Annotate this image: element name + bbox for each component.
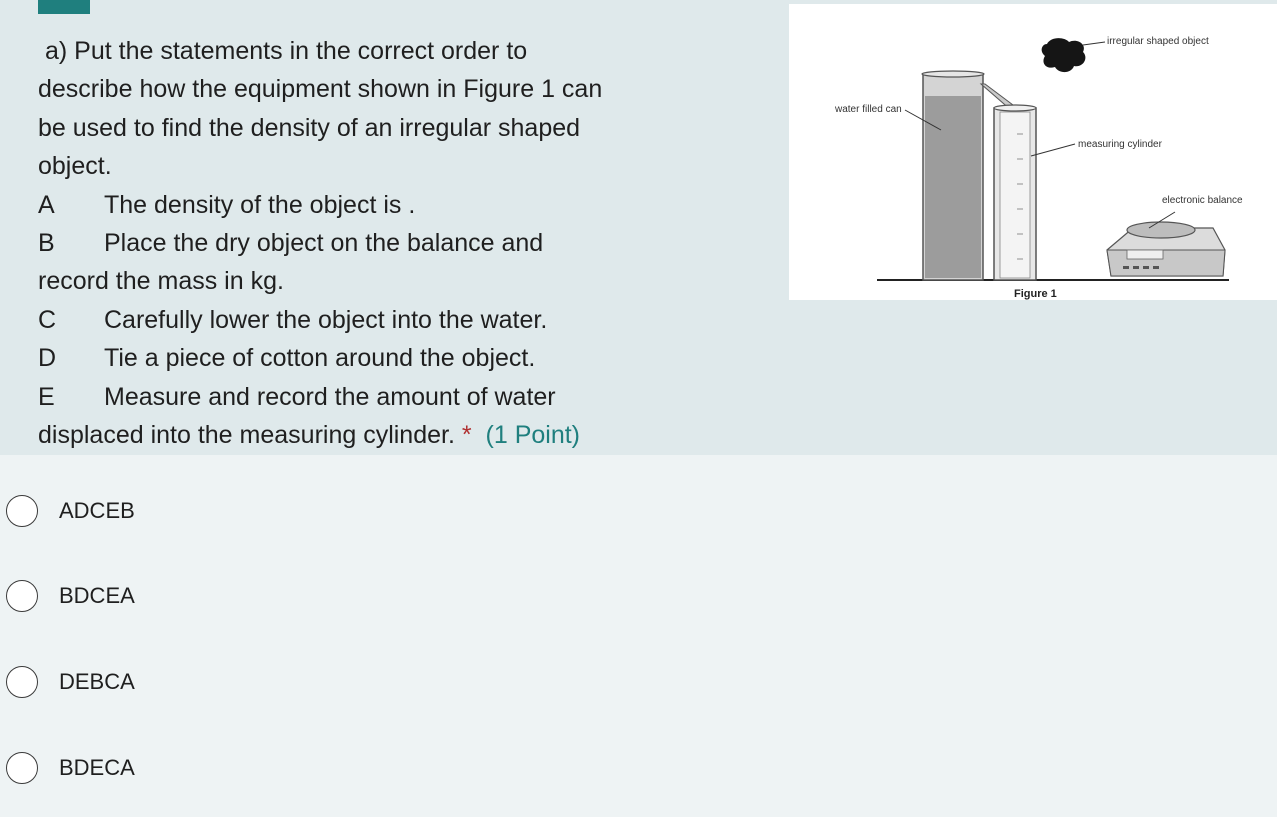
irregular-object-leader	[1083, 42, 1105, 45]
statement-letter: D	[38, 344, 57, 373]
question-line: a) Put the statements in the correct order to	[45, 37, 528, 65]
question-last-line	[38, 416, 738, 454]
statement-c	[38, 301, 738, 339]
statement-b	[38, 224, 738, 262]
balance-base	[1107, 250, 1225, 276]
water-can-label: water filled can	[835, 104, 902, 115]
option-label: ADCEB	[59, 498, 135, 523]
radio-button[interactable]	[6, 495, 38, 527]
option-4[interactable]	[6, 748, 406, 788]
option-3[interactable]	[6, 662, 406, 702]
option-label: BDCEA	[59, 583, 135, 608]
figure-1	[789, 4, 1277, 300]
statement-d	[38, 339, 738, 377]
water-can-rim	[922, 71, 984, 77]
question-line: object.	[38, 152, 112, 181]
radio-button[interactable]	[6, 666, 38, 698]
statement-text: Measure and record the amount of water	[104, 382, 556, 411]
statement-letter: C	[38, 305, 57, 334]
balance-display	[1127, 250, 1163, 259]
statement-letter: A	[38, 190, 55, 219]
option-label: BDECA	[59, 755, 135, 780]
statement-text: Place the dry object on the balance and	[104, 229, 544, 258]
required-mark: *	[461, 421, 472, 450]
cylinder-leader	[1031, 144, 1075, 156]
statement-a	[38, 186, 738, 224]
cylinder-inner	[1000, 112, 1030, 278]
balance-pan	[1127, 222, 1195, 238]
cylinder-label: measuring cylinder	[1078, 139, 1162, 150]
balance-label: electronic balance	[1162, 195, 1243, 206]
statement-text: The density of the object is .	[104, 190, 416, 219]
radio-button[interactable]	[6, 752, 38, 784]
option-label: DEBCA	[59, 669, 135, 694]
irregular-object-label: irregular shaped object	[1107, 36, 1209, 47]
question-line: be used to find the density of an irregular shaped	[38, 113, 581, 142]
points-label: (1 Point)	[485, 421, 580, 450]
option-1[interactable]	[6, 491, 406, 531]
statement-e	[38, 378, 738, 416]
question-line: describe how the equipment shown in Figure 1 can	[38, 75, 603, 104]
water-can-water	[925, 96, 981, 278]
statement-text: Carefully lower the object into the water.	[104, 305, 548, 334]
figure-illustration	[789, 4, 1277, 300]
option-2[interactable]	[6, 576, 406, 616]
statement-letter: B	[38, 229, 55, 258]
statement-text: Tie a piece of cotton around the object.	[104, 344, 536, 373]
question-text	[38, 32, 738, 454]
statement-letter: E	[38, 382, 55, 411]
figure-caption: Figure 1	[1014, 288, 1057, 300]
statement-b-continued: record the mass in kg.	[38, 267, 284, 296]
statement-e-continued: displaced into the measuring cylinder.	[38, 421, 455, 450]
irregular-object-illustration	[1042, 38, 1086, 72]
cylinder-rim	[994, 105, 1036, 111]
accent-tab	[38, 0, 90, 14]
radio-button[interactable]	[6, 580, 38, 612]
